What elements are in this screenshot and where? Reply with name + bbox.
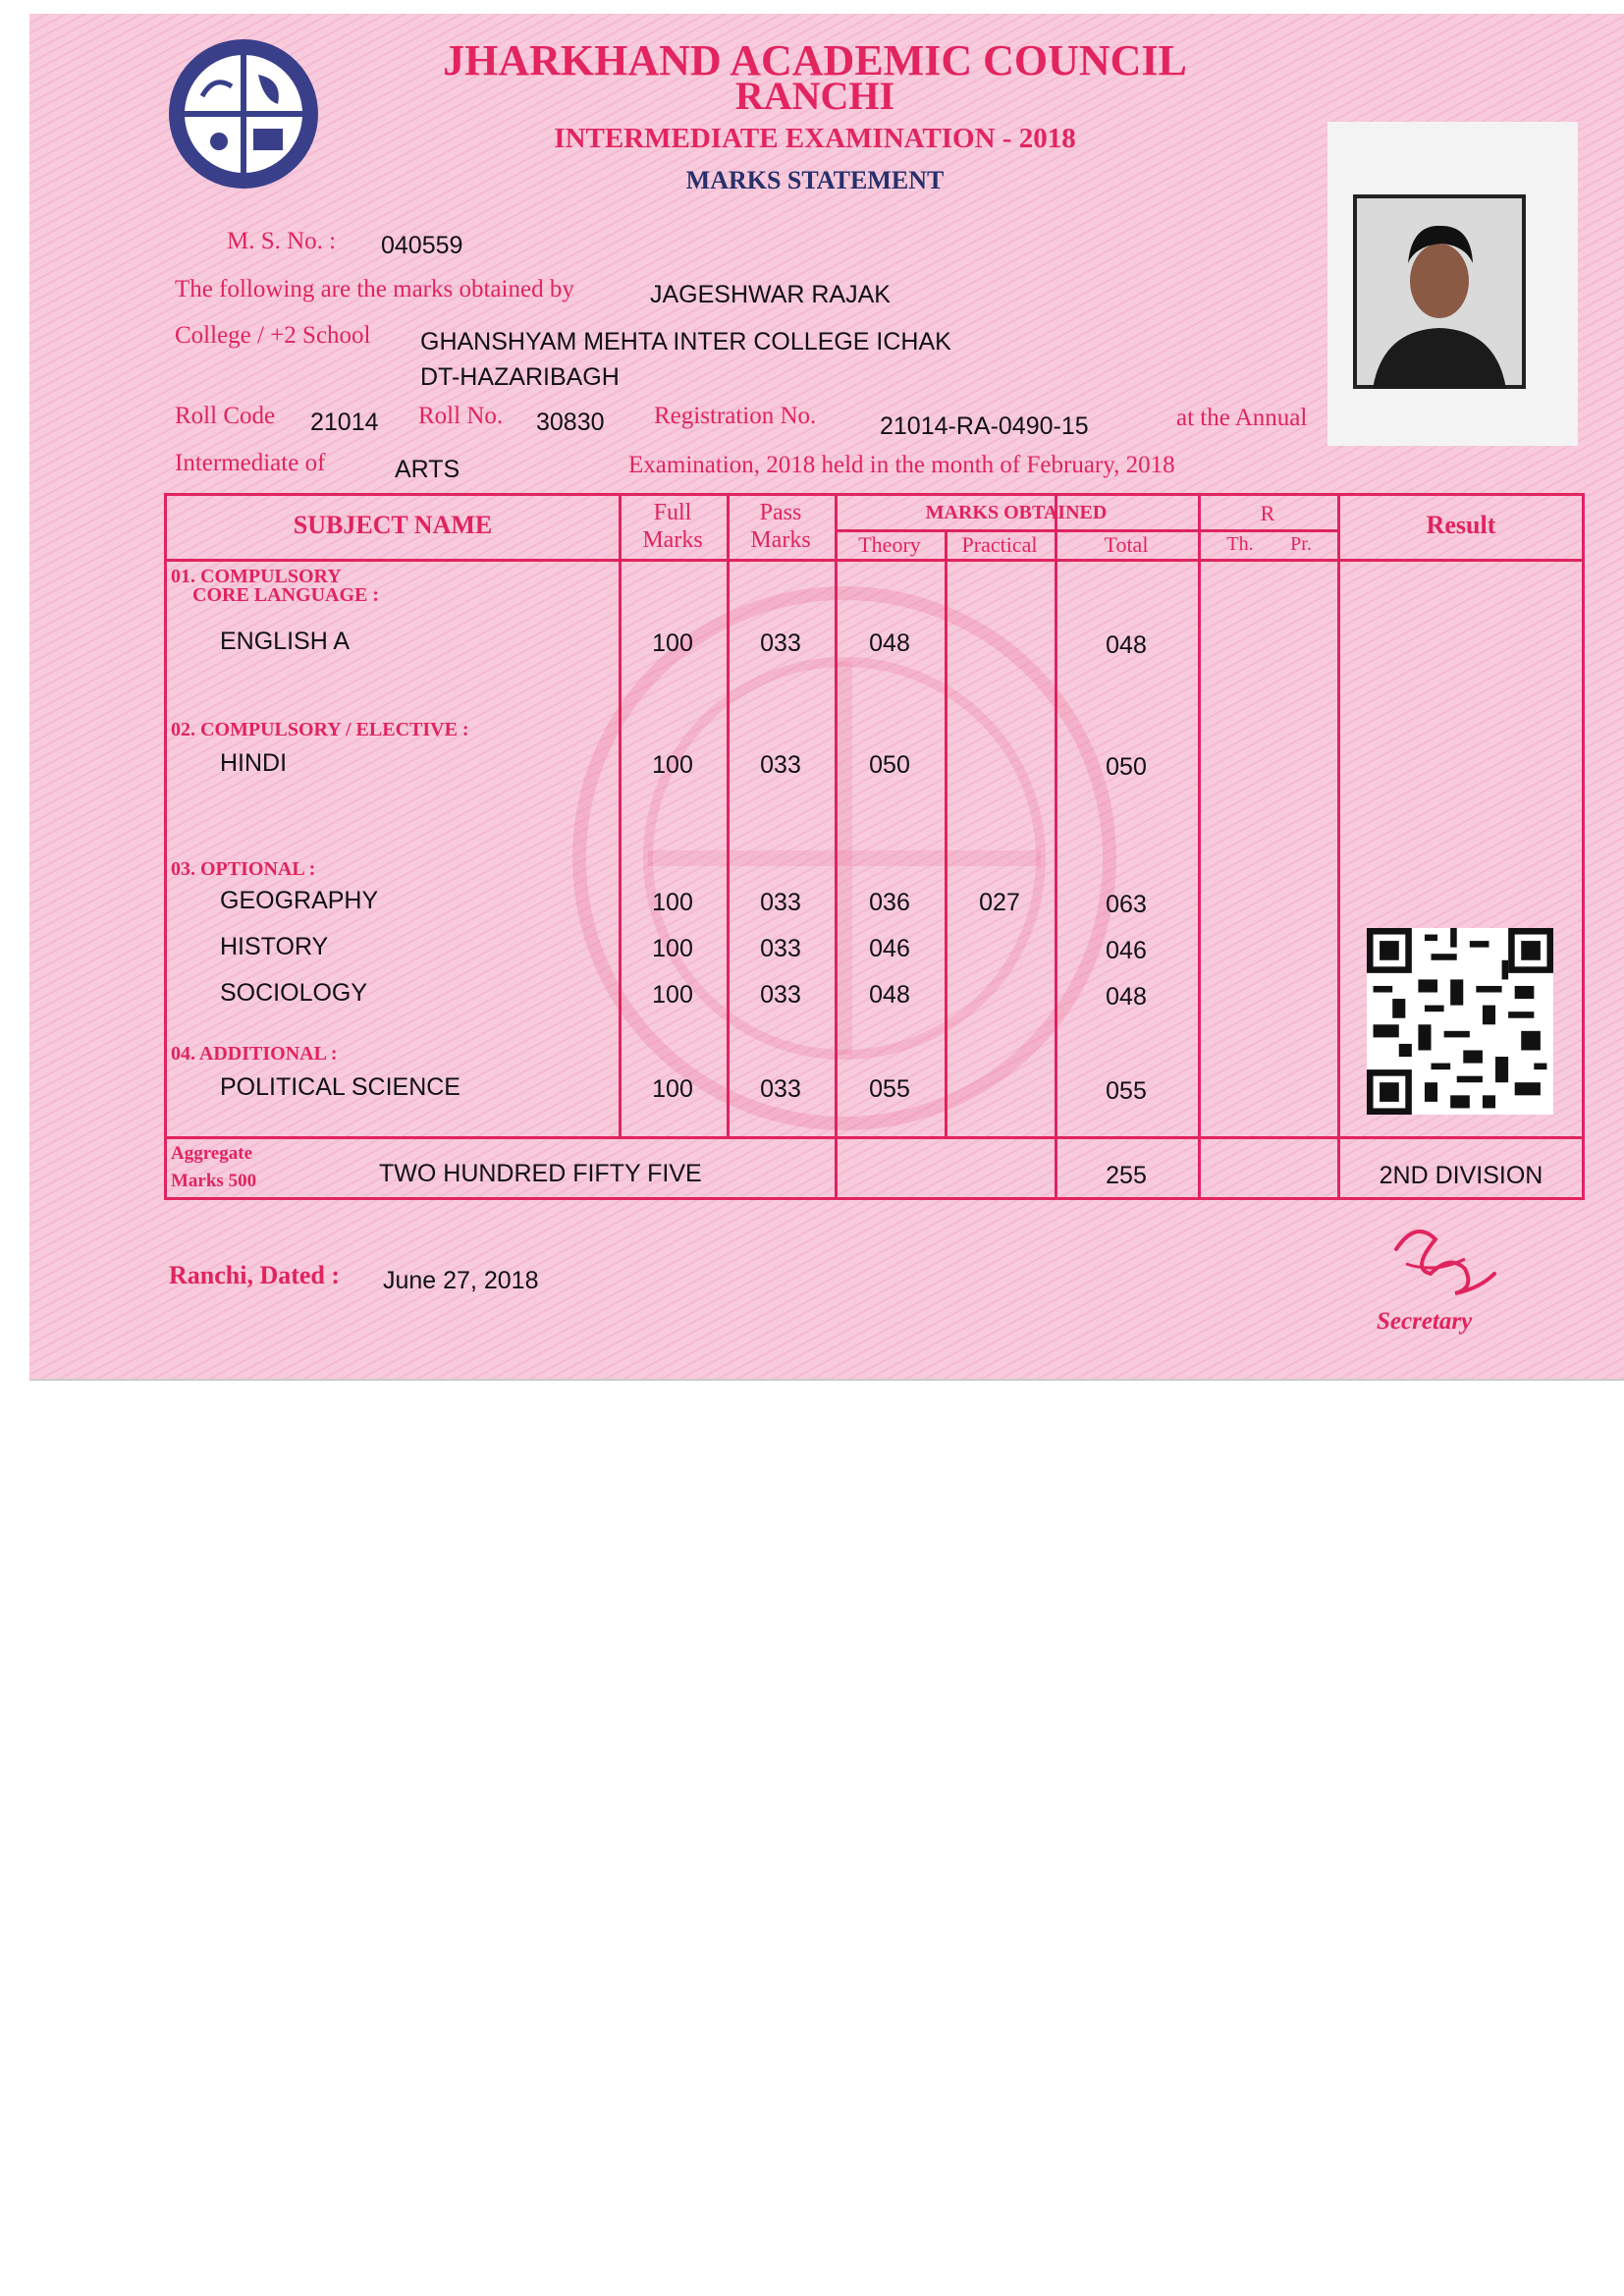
full-marks: 100 [652, 935, 693, 962]
intermediate-label: Intermediate of [175, 450, 326, 476]
section-additional: 04. ADDITIONAL : [171, 1043, 338, 1065]
section-compulsory: 01. COMPULSORY [171, 566, 342, 587]
header-pass-1: Pass [759, 500, 802, 525]
obtained-label: The following are the marks obtained by [175, 276, 574, 302]
total-marks: 046 [1106, 937, 1147, 964]
total-marks: 048 [1106, 983, 1147, 1011]
practical-marks: 027 [979, 889, 1020, 916]
header-result: Result [1426, 511, 1496, 539]
student-photo [1353, 194, 1526, 389]
photo-frame [1327, 122, 1578, 446]
subject-name: HISTORY [220, 933, 329, 960]
section-core-language: CORE LANGUAGE : [192, 584, 380, 606]
qr-code [1367, 928, 1553, 1115]
header-th: Th. [1226, 533, 1254, 555]
theory-marks: 036 [869, 889, 910, 916]
pass-marks: 033 [760, 889, 801, 916]
council-city: RANCHI [734, 74, 895, 118]
ms-no-value: 040559 [381, 232, 463, 259]
annual-label: at the Annual [1176, 405, 1308, 431]
header-theory: Theory [858, 532, 921, 557]
total-marks: 055 [1106, 1077, 1147, 1105]
pass-marks: 033 [760, 751, 801, 779]
exam-title: INTERMEDIATE EXAMINATION - 2018 [554, 123, 1076, 154]
registration-value: 21014-RA-0490-15 [880, 412, 1089, 440]
council-logo [165, 35, 322, 192]
roll-code-value: 21014 [310, 409, 379, 436]
pass-marks: 033 [760, 629, 801, 657]
theory-marks: 055 [869, 1075, 910, 1103]
secretary-label: Secretary [1377, 1308, 1473, 1335]
full-marks: 100 [652, 889, 693, 916]
total-marks: 050 [1106, 753, 1147, 781]
dated-label: Ranchi, Dated : [169, 1261, 341, 1289]
header-pr: Pr. [1290, 533, 1312, 555]
result-division: 2ND DIVISION [1379, 1162, 1543, 1189]
full-marks: 100 [652, 751, 693, 779]
full-marks: 100 [652, 1075, 693, 1103]
aggregate-words: TWO HUNDRED FIFTY FIVE [379, 1160, 702, 1187]
secretary-signature [1377, 1210, 1504, 1308]
full-marks: 100 [652, 981, 693, 1009]
header-pass-2: Marks [750, 527, 811, 553]
total-marks: 063 [1106, 891, 1147, 918]
pass-marks: 033 [760, 1075, 801, 1103]
aggregate-total: 255 [1106, 1162, 1147, 1189]
stream-value: ARTS [395, 456, 460, 483]
college-district: DT-HAZARIBAGH [420, 363, 620, 391]
header-subject-name: SUBJECT NAME [293, 511, 493, 539]
full-marks: 100 [652, 629, 693, 657]
theory-marks: 048 [869, 629, 910, 657]
header-marks-obtained: MARKS OBTAINED [925, 502, 1108, 523]
subject-name: GEOGRAPHY [220, 887, 379, 914]
subject-name: HINDI [220, 749, 288, 777]
theory-marks: 050 [869, 751, 910, 779]
theory-marks: 046 [869, 935, 910, 962]
total-marks: 048 [1106, 631, 1147, 659]
pass-marks: 033 [760, 981, 801, 1009]
header-practical: Practical [961, 532, 1038, 557]
pass-marks: 033 [760, 935, 801, 962]
header-full-1: Full [653, 500, 692, 525]
exam-held-text: Examination, 2018 held in the month of February, 2018 [628, 452, 1175, 478]
ms-no-label: M. S. No. : [227, 228, 337, 254]
aggregate-max-label: Marks 500 [171, 1171, 257, 1191]
roll-no-value: 30830 [536, 409, 605, 436]
header-full-2: Marks [642, 527, 703, 553]
marks-table [164, 493, 1585, 1200]
header-total: Total [1104, 532, 1149, 557]
subject-name: ENGLISH A [220, 628, 350, 655]
theory-marks: 048 [869, 981, 910, 1009]
college-name: GHANSHYAM MEHTA INTER COLLEGE ICHAK [420, 328, 951, 355]
aggregate-label: Aggregate [171, 1143, 253, 1164]
council-name: JHARKHAND ACADEMIC COUNCIL [443, 36, 1187, 84]
section-compulsory-elective: 02. COMPULSORY / ELECTIVE : [171, 719, 469, 740]
issue-date: June 27, 2018 [383, 1267, 539, 1294]
statement-title: MARKS STATEMENT [685, 166, 945, 194]
header-r: R [1260, 501, 1275, 525]
student-name: JAGESHWAR RAJAK [650, 281, 891, 308]
marks-statement-sheet [29, 14, 1624, 1381]
subject-name: POLITICAL SCIENCE [220, 1073, 460, 1101]
subject-name: SOCIOLOGY [220, 979, 368, 1007]
college-label: College / +2 School [175, 322, 371, 349]
roll-no-label: Roll No. [418, 403, 504, 429]
roll-code-label: Roll Code [175, 403, 276, 429]
registration-label: Registration No. [654, 403, 817, 429]
section-optional: 03. OPTIONAL : [171, 858, 316, 880]
